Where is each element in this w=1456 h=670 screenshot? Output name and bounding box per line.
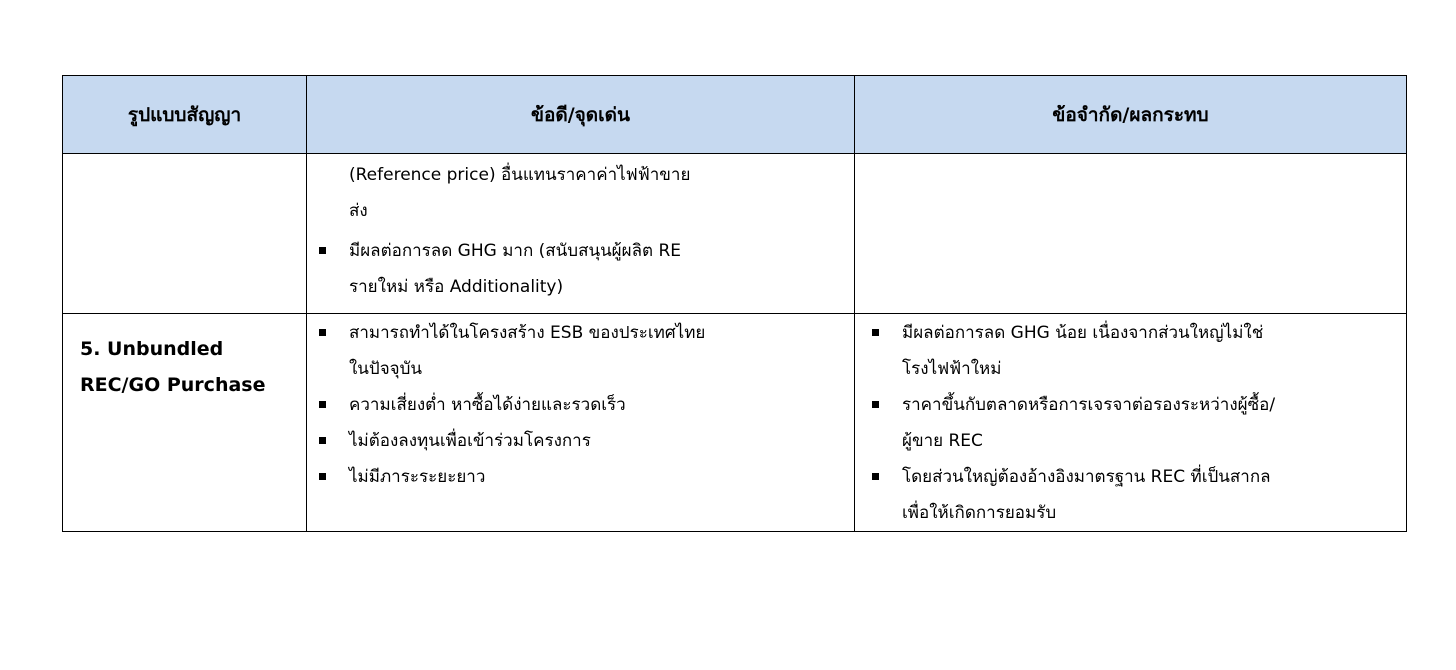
text-line: โดยส่วนใหญ่ต้องอ้างอิงมาตรฐาน REC ที่เป็นสากล bbox=[902, 467, 1271, 487]
list-item bbox=[319, 459, 846, 495]
text-line: มีผลต่อการลด GHG น้อย เนื่องจากส่วนใหญ่ไม่ใช่ bbox=[902, 323, 1264, 343]
list-item bbox=[872, 387, 1398, 459]
square-bullet-icon bbox=[319, 401, 326, 408]
text-line: มีผลต่อการลด GHG มาก (สนับสนุนผู้ผลิต RE bbox=[349, 241, 682, 261]
square-bullet-icon bbox=[319, 247, 326, 254]
square-bullet-icon bbox=[319, 437, 326, 444]
square-bullet-icon bbox=[319, 473, 326, 480]
cell-type bbox=[63, 314, 307, 532]
square-bullet-icon bbox=[319, 329, 326, 336]
square-bullet-icon bbox=[872, 473, 879, 480]
header-advantages: ข้อดี/จุดเด่น bbox=[307, 76, 855, 154]
square-bullet-icon bbox=[872, 401, 879, 408]
text-line: ในปัจจุบัน bbox=[349, 359, 423, 379]
text-line: ราคาขึ้นกับตลาดหรือการเจรจาต่อรองระหว่างผู้ซื้อ/ bbox=[902, 395, 1276, 415]
table-row-unbundled-rec bbox=[63, 314, 1407, 532]
table-row-continuation bbox=[63, 154, 1407, 314]
header-limitations: ข้อจำกัด/ผลกระทบ bbox=[855, 76, 1407, 154]
text-line: โรงไฟฟ้าใหม่ bbox=[902, 359, 1002, 379]
text-line: สามารถทำได้ในโครงสร้าง ESB ของประเทศไทย bbox=[349, 323, 706, 343]
cell-limitations bbox=[855, 314, 1407, 532]
text-line: รายใหม่ หรือ Additionality) bbox=[349, 277, 564, 297]
type-label: REC/GO Purchase bbox=[80, 374, 266, 396]
cell-type-empty bbox=[63, 154, 307, 314]
list-item bbox=[319, 233, 846, 305]
text-line: ไม่ต้องลงทุนเพื่อเข้าร่วมโครงการ bbox=[349, 431, 591, 451]
cell-limitations-empty bbox=[855, 154, 1407, 314]
bullet-list bbox=[307, 229, 854, 305]
contract-comparison-table bbox=[62, 75, 1407, 532]
type-label: 5. Unbundled bbox=[80, 338, 224, 360]
bullet-list bbox=[855, 314, 1406, 531]
text-line: ผู้ขาย REC bbox=[902, 431, 983, 451]
cell-advantages bbox=[307, 154, 855, 314]
text-line: ส่ง bbox=[349, 201, 368, 221]
header-row bbox=[63, 76, 1407, 154]
cell-advantages bbox=[307, 314, 855, 532]
list-item bbox=[872, 315, 1398, 387]
list-item bbox=[872, 459, 1398, 531]
square-bullet-icon bbox=[872, 329, 879, 336]
header-contract-type: รูปแบบสัญญา bbox=[63, 76, 307, 154]
text-line: เพื่อให้เกิดการยอมรับ bbox=[902, 503, 1057, 523]
bullet-list bbox=[307, 314, 854, 495]
list-item bbox=[319, 387, 846, 423]
list-item bbox=[319, 423, 846, 459]
continued-text bbox=[307, 154, 854, 229]
text-line: (Reference price) อื่นแทนราคาค่าไฟฟ้าขาย bbox=[349, 165, 691, 185]
text-line: ความเสี่ยงต่ำ หาซื้อได้ง่ายและรวดเร็ว bbox=[349, 395, 626, 415]
text-line: ไม่มีภาระระยะยาว bbox=[349, 467, 486, 487]
list-item bbox=[319, 315, 846, 387]
